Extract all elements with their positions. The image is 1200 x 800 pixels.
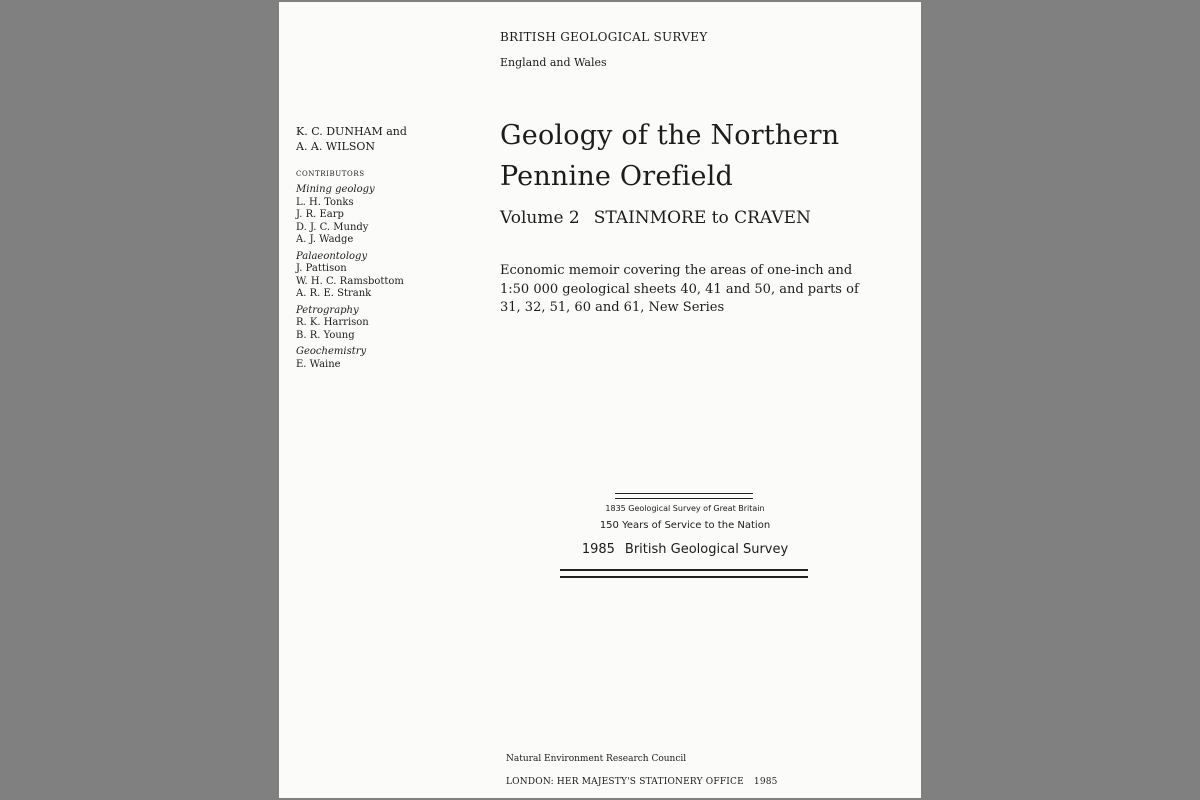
anniversary-bottom-rule: [560, 569, 808, 578]
anniversary-year: 1985: [581, 542, 615, 557]
contributor-role: Palaeontology: [296, 250, 368, 262]
anniversary-current-line: [535, 542, 835, 557]
description-line: Economic memoir covering the areas of one-inch and: [500, 263, 853, 278]
anniversary-top-rule: [615, 493, 753, 499]
contributor-name: J. R. Earp: [296, 209, 344, 220]
memoir-description: [500, 262, 880, 318]
volume-name: STAINMORE to CRAVEN: [593, 208, 811, 228]
title-line: Geology of the Northern: [500, 120, 840, 151]
book-title: [500, 115, 839, 197]
contributor-group: [296, 184, 404, 247]
contributor-role: Petrography: [296, 304, 359, 316]
title-line: Pennine Orefield: [500, 161, 734, 192]
contributor-role: Mining geology: [296, 184, 375, 195]
anniversary-service-line: 150 Years of Service to the Nation: [599, 520, 771, 531]
contributor-name: D. J. C. Mundy: [296, 221, 369, 233]
anniversary-founding-line: 1835 Geological Survey of Great Britain: [605, 504, 765, 513]
contributors-heading: CONTRIBUTORS: [296, 170, 365, 178]
description-line: 1:50 000 geological sheets 40, 41 and 50, and parts of: [500, 281, 859, 297]
author-line: K. C. DUNHAM and: [296, 125, 407, 138]
publisher-imprint: [506, 777, 778, 787]
volume-label: Volume 2: [500, 208, 580, 228]
contributor-name: B. R. Young: [296, 329, 355, 341]
description-line: 31, 32, 51, 60 and 61, New Series: [500, 300, 725, 315]
imprint-year: 1985: [753, 777, 778, 787]
council-name: Natural Environment Research Council: [506, 754, 687, 764]
imprint-text: LONDON: HER MAJESTY'S STATIONERY OFFICE: [506, 777, 744, 787]
contributor-group: [296, 346, 404, 371]
contributor-group: [296, 305, 404, 343]
anniversary-survey-name: British Geological Survey: [624, 542, 789, 557]
contributor-name: E. Waine: [296, 358, 341, 370]
contributor-name: A. J. Wadge: [296, 234, 354, 245]
contributor-group: [296, 251, 404, 301]
authors-block: [296, 124, 407, 154]
contributor-name: J. Pattison: [296, 263, 347, 274]
publisher-name: BRITISH GEOLOGICAL SURVEY: [500, 30, 708, 44]
author-line: A. A. WILSON: [296, 140, 376, 153]
contributor-name: W. H. C. Ramsbottom: [296, 275, 404, 287]
contributor-name: R. K. Harrison: [296, 317, 369, 328]
contributor-name: L. H. Tonks: [296, 196, 354, 208]
title-page: [279, 2, 921, 798]
volume-heading: [500, 208, 811, 228]
contributor-role: Geochemistry: [296, 346, 367, 357]
region-label: England and Wales: [500, 56, 607, 69]
contributors-list: [296, 184, 404, 375]
contributor-name: A. R. E. Strank: [296, 288, 372, 299]
